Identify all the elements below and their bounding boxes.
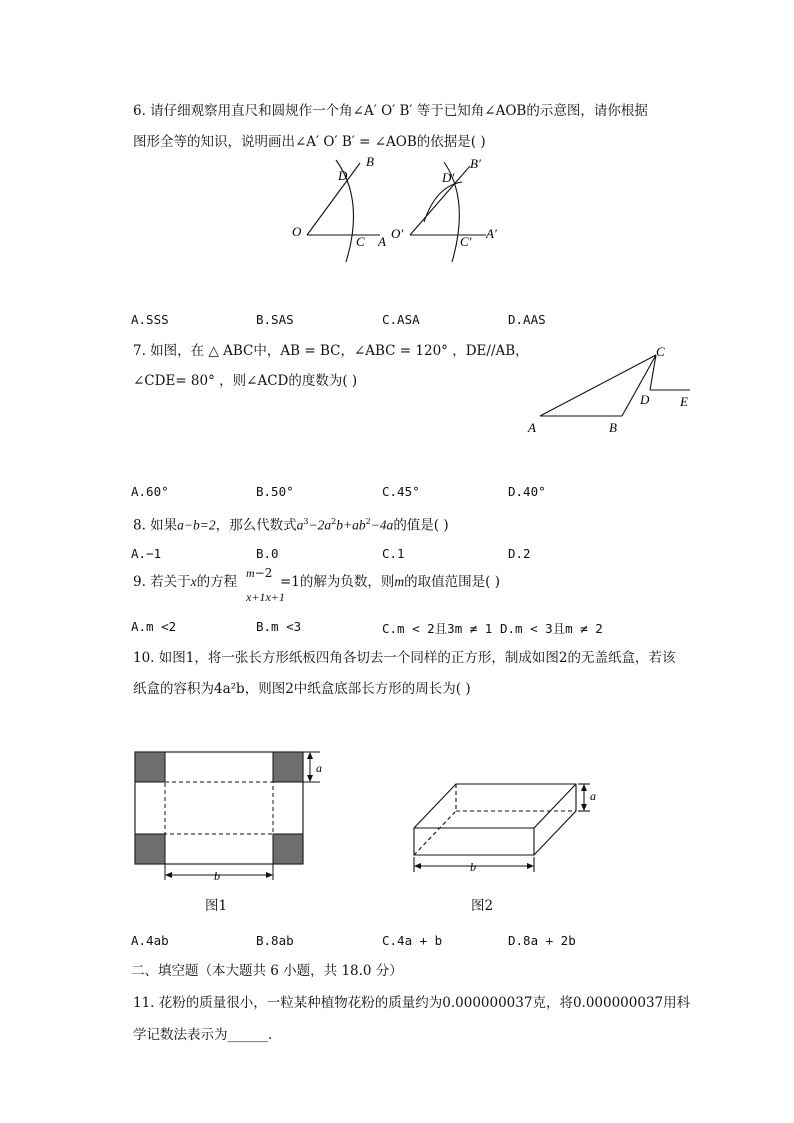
q10-fig1-label-b: b xyxy=(214,869,220,883)
q8-expr-d: −4a xyxy=(370,517,394,533)
q6-label-o: O xyxy=(292,224,302,239)
q10-figure2 xyxy=(414,784,590,872)
q8-option-b: B.0 xyxy=(256,546,279,561)
q8-line xyxy=(133,514,449,534)
q7-option-b: B.50° xyxy=(256,484,294,499)
q7-figure xyxy=(540,355,690,416)
q8-option-a: A.−1 xyxy=(131,546,162,561)
q10-line1: 10. 如图1，将一张长方形纸板四角各切去一个同样的正方形，制成如图2的无盖纸盒，若该 xyxy=(133,650,676,666)
q6-option-b: B.SAS xyxy=(256,312,294,327)
q10-line2: 纸盒的容积为4a²b，则图2中纸盒底部长方形的周长为( ) xyxy=(133,681,471,697)
q10-corner-br xyxy=(273,834,303,864)
q7-option-d: D.40° xyxy=(508,484,546,499)
q10-corner-tl xyxy=(135,752,165,782)
q8-option-c: C.1 xyxy=(382,546,405,561)
q7-option-c: C.45° xyxy=(382,484,420,499)
q6-label-d: D xyxy=(338,168,348,183)
q7-label-b: B xyxy=(609,420,617,435)
q6-ray-o2b2 xyxy=(410,166,470,235)
q10-fold-lines xyxy=(165,782,273,834)
q10-box-a-arrow-bottom xyxy=(581,804,587,811)
q9-num-minus: − xyxy=(254,566,265,580)
q10-option-a: A.4ab xyxy=(131,933,169,948)
q10-box-b-arrow-right xyxy=(527,863,534,869)
q10-option-c: C.4a + b xyxy=(382,933,443,948)
q8-expr-b: −2a xyxy=(308,517,332,533)
q10-b-arrow-right xyxy=(266,872,273,878)
q10-box-hidden-left xyxy=(414,784,456,855)
q11-line2: 学记数法表示为______. xyxy=(133,1027,273,1043)
q7-line2: ∠CDE= 80° ，则∠ACD的度数为( ) xyxy=(133,373,358,389)
q8-suffix: 的值是( ) xyxy=(393,517,449,534)
q7-label-c: C xyxy=(656,344,665,359)
q6-label-b2: B′ xyxy=(470,156,481,171)
q10-fig2-label-a: a xyxy=(590,789,596,803)
q10-box-a-arrow-top xyxy=(581,784,587,791)
q7-label-e: E xyxy=(680,394,688,409)
q10-box-front xyxy=(414,828,534,855)
q8-condition: a−b=2 xyxy=(177,517,216,533)
q10-caption-fig2: 图2 xyxy=(471,898,494,914)
q9-option-a: A.m <2 xyxy=(131,619,177,634)
q8-exp2a: 2 xyxy=(331,517,337,526)
q8-exp3: 3 xyxy=(303,517,309,526)
q6-label-o2: O′ xyxy=(391,226,404,241)
q9-numerator xyxy=(246,566,272,581)
q10-corner-bl xyxy=(135,834,165,864)
q7-label-a: A xyxy=(528,420,536,435)
q7-label-d: D xyxy=(640,392,650,407)
q9-suffix-text: 的取值范围是( ) xyxy=(404,574,500,590)
q10-b-arrow-left xyxy=(165,872,172,878)
q9-num-m: m xyxy=(246,566,255,580)
q10-a-arrow-top xyxy=(307,752,313,759)
q10-a-arrow-bottom xyxy=(307,775,313,782)
q9-suffix xyxy=(280,574,500,590)
q6-option-c: C.ASA xyxy=(382,312,420,327)
section2-heading: 二、填空题（本大题共 6 小题，共 18.0 分） xyxy=(131,963,403,979)
q10-fig2-label-b: b xyxy=(470,860,476,874)
q9-den-2: x+1 xyxy=(265,590,285,604)
q10-box-top-right xyxy=(414,784,576,855)
q9-mid: 的方程 xyxy=(196,574,238,590)
q6-option-d: D.AAS xyxy=(508,312,546,327)
q9-num-2: 2 xyxy=(264,566,273,580)
q6-label-d2: D′ xyxy=(442,170,455,185)
q6-option-a: A.SSS xyxy=(131,312,169,327)
q9-den-1: x+1 xyxy=(246,590,266,604)
q10-option-b: B.8ab xyxy=(256,933,294,948)
q6-label-a2: A′ xyxy=(486,226,497,241)
q9-prefix xyxy=(133,574,237,590)
q9-option-d: D.m < 3且m ≠ 2 xyxy=(500,621,603,636)
q8-mid: ，那么代数式 xyxy=(215,517,297,534)
q9-eq: =1的解为负数，则 xyxy=(280,574,395,590)
q6-label-c2: C′ xyxy=(460,234,472,249)
q9-var-m: m xyxy=(394,574,405,589)
q6-label-b: B xyxy=(366,154,374,169)
q6-label-c: C xyxy=(356,234,365,249)
q10-option-d: D.8a + 2b xyxy=(508,933,576,948)
q6-line2: 图形全等的知识，说明画出∠A′ O′ B′ = ∠AOB的依据是( ) xyxy=(133,134,486,150)
q9-prefix-text: 9. 若关于 xyxy=(133,574,191,590)
q10-box-b-arrow-left xyxy=(414,863,421,869)
q8-expr-a: a xyxy=(296,517,304,533)
q7-line1: 7. 如图，在 △ ABC中，AB = BC，∠ABC = 120° ，DE//AB， xyxy=(133,343,529,359)
q10-caption-fig1: 图1 xyxy=(205,898,228,914)
q8-exp2b: 2 xyxy=(365,517,371,526)
q10-fig1-label-a: a xyxy=(316,761,322,775)
q6-line1: 6. 请仔细观察用直尺和圆规作一个角∠A′ O′ B′ 等于已知角∠AOB的示意图，请你根据 xyxy=(133,103,648,119)
q10-corner-tr xyxy=(273,752,303,782)
q9-var-x: x xyxy=(190,574,197,589)
q10-box-edge xyxy=(534,784,576,828)
q10-figure1 xyxy=(135,752,320,880)
q9-option-b: B.m <3 xyxy=(256,619,302,634)
q6-label-a: A xyxy=(378,234,386,249)
q11-line1: 11. 花粉的质量很小，一粒某种植物花粉的质量约为0.000000037克，将0.000000037用科 xyxy=(133,995,691,1011)
q8-prefix: 8. 如果 xyxy=(133,517,178,534)
q9-denominator xyxy=(246,590,285,605)
q8-expr-c: b+ab xyxy=(336,517,366,533)
q9-option-c: C.m < 2且3m ≠ 1 xyxy=(382,621,493,636)
q8-option-d: D.2 xyxy=(508,546,531,561)
q7-option-a: A.60° xyxy=(131,484,169,499)
